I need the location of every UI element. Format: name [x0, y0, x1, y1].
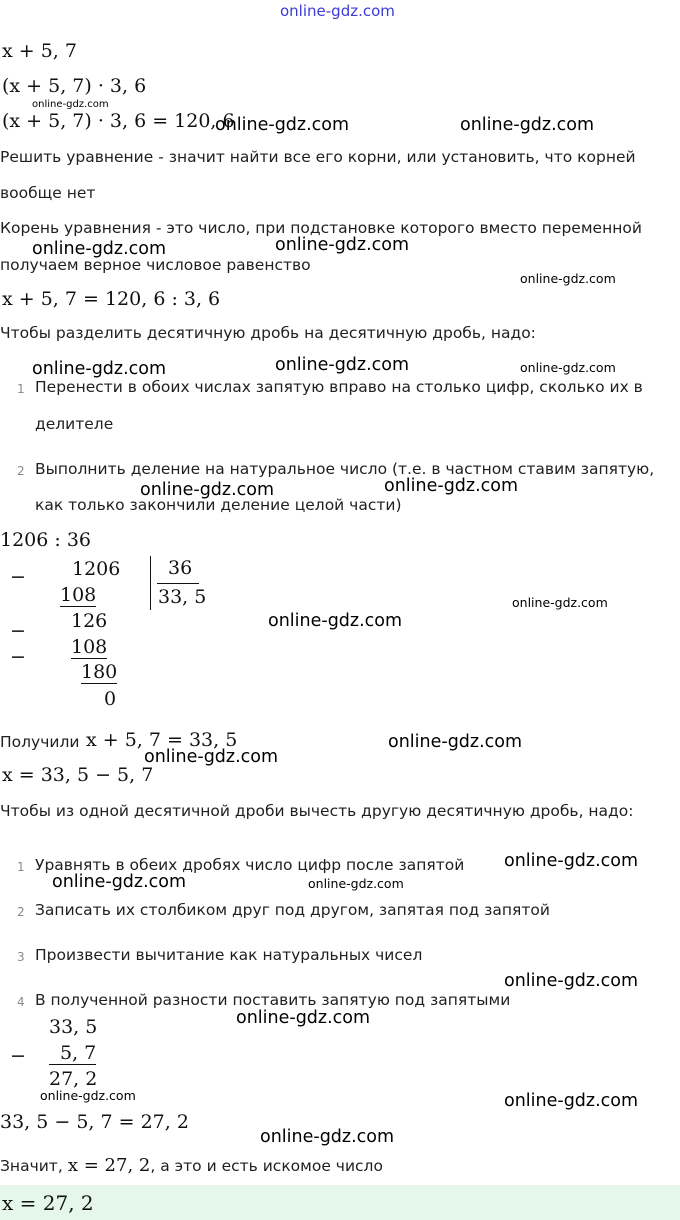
- subtraction-rule-intro: Чтобы из одной десятичной дроби вычесть другую десятичную дробь, надо:: [0, 802, 634, 820]
- watermark: online-gdz.com: [40, 1088, 136, 1103]
- watermark-top: online-gdz.com: [280, 2, 395, 20]
- watermark: online-gdz.com: [308, 876, 404, 891]
- subtraction-rule-number: 2: [17, 905, 25, 919]
- root-definition-line-1: Корень уравнения - это число, при подстановке которого вместо переменной: [0, 219, 642, 237]
- answer: x = 27, 2: [2, 1191, 94, 1215]
- subtrahend-1: 108: [60, 584, 97, 606]
- expression-3: (x + 5, 7) · 3, 6 = 120, 6: [2, 110, 235, 132]
- subtrahend: 5, 7: [49, 1042, 96, 1065]
- watermark: online-gdz.com: [275, 355, 410, 375]
- watermark: online-gdz.com: [384, 476, 519, 496]
- difference: 27, 2: [49, 1068, 98, 1090]
- remainder-1: 126: [71, 610, 108, 632]
- subtraction-rule-text: Произвести вычитание как натуральных чисел: [35, 946, 423, 964]
- conclusion-expression: x = 27, 2: [67, 1155, 151, 1176]
- final-remainder: 0: [104, 688, 117, 710]
- minus-sign: −: [10, 566, 26, 588]
- quotient-line: [157, 583, 199, 584]
- watermark: online-gdz.com: [388, 732, 523, 752]
- conclusion-suffix: , а это и есть искомое число: [150, 1157, 383, 1175]
- watermark: online-gdz.com: [275, 235, 410, 255]
- watermark: online-gdz.com: [32, 99, 109, 110]
- watermark: online-gdz.com: [236, 1008, 371, 1028]
- division-rule-text: Перенести в обоих числах запятую вправо на столько цифр, сколько их в: [35, 378, 643, 396]
- equation-division: x + 5, 7 = 120, 6 : 3, 6: [2, 288, 221, 310]
- watermark: online-gdz.com: [520, 360, 616, 375]
- minus-sign: −: [10, 646, 26, 668]
- expression-2: (x + 5, 7) · 3, 6: [2, 75, 147, 97]
- root-definition-line-2: получаем верное числовое равенство: [0, 256, 311, 274]
- watermark: online-gdz.com: [260, 1127, 395, 1147]
- division-rule-number: 2: [17, 464, 25, 478]
- x-expression: x = 33, 5 − 5, 7: [2, 764, 154, 786]
- subtraction-rule-number: 3: [17, 950, 25, 964]
- watermark: online-gdz.com: [144, 747, 279, 767]
- dividend: 1206: [72, 558, 121, 580]
- got-expression: x + 5, 7 = 33, 5: [86, 729, 238, 751]
- watermark: online-gdz.com: [32, 239, 167, 259]
- subtraction-rule-number: 1: [17, 860, 25, 874]
- watermark: online-gdz.com: [32, 359, 167, 379]
- expression-1: x + 5, 7: [2, 40, 77, 62]
- subtrahend-2: 108: [71, 636, 108, 658]
- remainder-2: 180: [81, 661, 118, 683]
- division-rule-number: 1: [17, 382, 25, 396]
- watermark: online-gdz.com: [504, 851, 639, 871]
- watermark: online-gdz.com: [52, 872, 187, 892]
- division-rule-intro: Чтобы разделить десятичную дробь на десятичную дробь, надо:: [0, 324, 536, 342]
- division-rule-text-continued: делителе: [35, 415, 114, 433]
- long-division-title: 1206 : 36: [0, 529, 92, 551]
- subtraction-result: 33, 5 − 5, 7 = 27, 2: [0, 1111, 189, 1133]
- subtraction-rule-text: Записать их столбиком друг под другом, запятая под запятой: [35, 901, 550, 919]
- watermark: online-gdz.com: [268, 611, 403, 631]
- answer-box: [0, 1185, 680, 1220]
- quotient: 33, 5: [158, 586, 207, 608]
- watermark: online-gdz.com: [504, 971, 639, 991]
- watermark: online-gdz.com: [520, 271, 616, 286]
- solve-definition-line-2: вообще нет: [0, 184, 96, 202]
- subtraction-rule-text: Уравнять в обеих дробях число цифр после запятой: [35, 856, 465, 874]
- subtraction-rule-text: В полученной разности поставить запятую под запятыми: [35, 991, 511, 1009]
- minus-sign: −: [10, 620, 26, 642]
- watermark: online-gdz.com: [504, 1091, 639, 1111]
- watermark: online-gdz.com: [140, 480, 275, 500]
- conclusion: [0, 1155, 383, 1176]
- watermark: online-gdz.com: [215, 115, 350, 135]
- watermark: online-gdz.com: [460, 115, 595, 135]
- divisor: 36: [168, 557, 193, 579]
- division-rule-text: Выполнить деление на натуральное число (т.е. в частном ставим запятую,: [35, 460, 655, 478]
- subtraction-rule-number: 4: [17, 995, 25, 1009]
- solve-definition-line-1: Решить уравнение - значит найти все его корни, или установить, что корней: [0, 148, 636, 166]
- minuend: 33, 5: [49, 1016, 98, 1038]
- division-rule-text-continued: как только закончили деление целой части): [35, 496, 402, 514]
- watermark: online-gdz.com: [512, 595, 608, 610]
- division-vertical-line: [150, 556, 151, 610]
- minus-sign: −: [10, 1045, 26, 1067]
- conclusion-prefix: Значит,: [0, 1157, 63, 1175]
- got-label: Получили: [0, 733, 80, 751]
